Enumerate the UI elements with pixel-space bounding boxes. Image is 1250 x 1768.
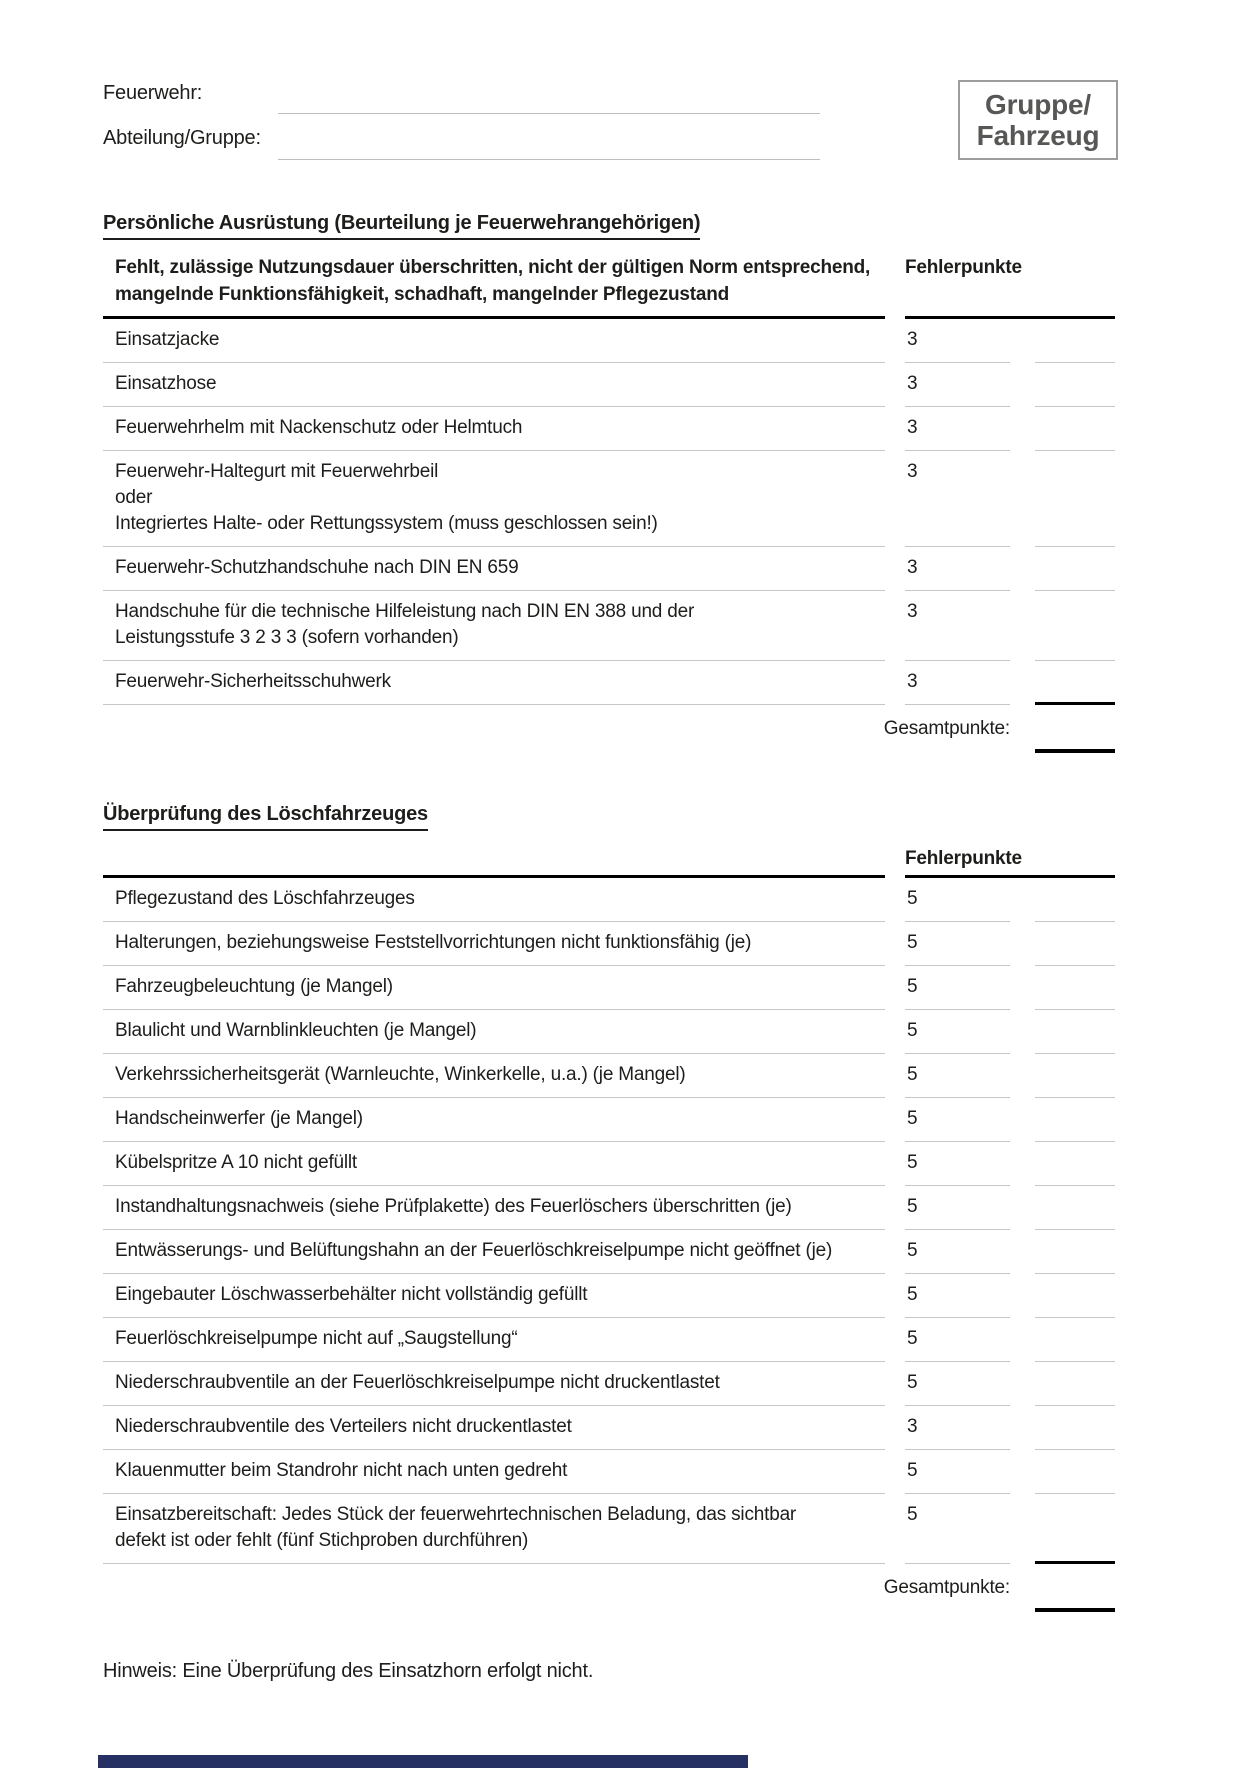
points-entry-field[interactable] (1035, 407, 1115, 451)
fault-points-value: 5 (905, 1318, 1010, 1362)
criteria-text (103, 1450, 885, 1494)
criteria-line: Einsatzjacke (115, 329, 220, 350)
points-entry-field[interactable] (1035, 922, 1115, 966)
points-entry-field[interactable] (1035, 1274, 1115, 1318)
fault-points-value: 3 (905, 407, 1010, 451)
table-row (103, 1010, 1115, 1054)
fault-points-value: 3 (905, 319, 1010, 363)
criteria-line: Feuerwehr-Haltegurt mit Feuerwehrbeil (115, 461, 439, 482)
form-content (103, 212, 1115, 1683)
table-row (103, 363, 1115, 407)
total-points-label: Gesamtpunkte: (883, 1577, 1010, 1598)
table-row (103, 1450, 1115, 1494)
criteria-line: Leistungsstufe 3 2 3 3 (sofern vorhanden) (115, 627, 459, 648)
criteria-text (103, 1186, 885, 1230)
criteria-line: Niederschraubventile an der Feuerlöschkreiselpumpe nicht druckentlastet (115, 1372, 720, 1393)
total-points-field[interactable] (1035, 705, 1115, 753)
criteria-text (103, 1494, 885, 1564)
criteria-line: Entwässerungs- und Belüftungshahn an der Feuerlöschkreiselpumpe nicht geöffnet (je) (115, 1240, 833, 1261)
points-entry-field[interactable] (1035, 661, 1115, 705)
feuerwehr-input-line[interactable] (278, 113, 820, 114)
fault-points-value: 3 (905, 591, 1010, 661)
criteria-line: Niederschraubventile des Verteilers nicht druckentlastet (115, 1416, 572, 1437)
criteria-line: Handscheinwerfer (je Mangel) (115, 1108, 363, 1129)
total-row (103, 705, 1115, 753)
criteria-line: Kübelspritze A 10 nicht gefüllt (115, 1152, 358, 1173)
criteria-line: Halterungen, beziehungsweise Feststellvorrichtungen nicht funktionsfähig (je) (115, 932, 752, 953)
points-entry-field[interactable] (1035, 1318, 1115, 1362)
criteria-text (103, 407, 885, 451)
table-rows (103, 319, 1115, 705)
fault-points-value: 3 (905, 661, 1010, 705)
criteria-line: Klauenmutter beim Standrohr nicht nach unten gedreht (115, 1460, 568, 1481)
form-section (103, 212, 1115, 753)
footer-accent-bar (98, 1755, 748, 1768)
criteria-text (103, 1010, 885, 1054)
abteilung-gruppe-label: Abteilung/Gruppe: (103, 127, 261, 149)
points-entry-field[interactable] (1035, 547, 1115, 591)
table-rows (103, 878, 1115, 1564)
points-entry-field[interactable] (1035, 1494, 1115, 1564)
criteria-line: Pflegezustand des Löschfahrzeuges (115, 888, 415, 909)
fault-points-value: 3 (905, 547, 1010, 591)
table-row (103, 1142, 1115, 1186)
table-row (103, 1054, 1115, 1098)
criteria-line: Integriertes Halte- oder Rettungssystem (muss geschlossen sein!) (115, 513, 658, 534)
fault-points-value: 5 (905, 1186, 1010, 1230)
table-row (103, 1230, 1115, 1274)
gruppe-fahrzeug-box (958, 80, 1118, 160)
points-entry-field[interactable] (1035, 363, 1115, 407)
section-heading-text: Persönliche Ausrüstung (Beurteilung je Feuerwehrangehörigen) (103, 212, 700, 240)
criteria-line: Feuerwehr-Schutzhandschuhe nach DIN EN 659 (115, 557, 519, 578)
criteria-line: defekt ist oder fehlt (fünf Stichproben durchführen) (115, 1530, 529, 1551)
fault-points-value: 5 (905, 1010, 1010, 1054)
feuerwehr-label: Feuerwehr: (103, 82, 203, 104)
criteria-line: oder (115, 487, 153, 508)
criteria-text (103, 1362, 885, 1406)
table-row (103, 1274, 1115, 1318)
points-entry-field[interactable] (1035, 1450, 1115, 1494)
table-row (103, 1406, 1115, 1450)
criteria-line: Verkehrssicherheitsgerät (Warnleuchte, Winkerkelle, u.a.) (je Mangel) (115, 1064, 686, 1085)
fault-points-value: 3 (905, 451, 1010, 547)
criteria-text (103, 451, 885, 547)
fault-points-value: 5 (905, 1494, 1010, 1564)
total-points-field[interactable] (1035, 1564, 1115, 1612)
section-heading-text: Überprüfung des Löschfahrzeuges (103, 803, 428, 831)
table-row (103, 319, 1115, 363)
fahrzeug-label: Fahrzeug (976, 120, 1100, 151)
points-entry-field[interactable] (1035, 1186, 1115, 1230)
points-entry-field[interactable] (1035, 591, 1115, 661)
points-entry-field[interactable] (1035, 1406, 1115, 1450)
points-entry-field[interactable] (1035, 878, 1115, 922)
criteria-column-header: Fehlt, zulässige Nutzungsdauer überschritten, nicht der gültigen Norm entsprechend, mangelnde Funktionsfähigkeit, schadhaft, mangelnder Pflegezustand (115, 257, 871, 305)
fault-points-value: 5 (905, 1230, 1010, 1274)
table-row (103, 661, 1115, 705)
criteria-text (103, 319, 885, 363)
criteria-text (103, 1318, 885, 1362)
fault-points-value: 5 (905, 878, 1010, 922)
criteria-text (103, 1406, 885, 1450)
table-row (103, 1318, 1115, 1362)
points-entry-field[interactable] (1035, 1142, 1115, 1186)
hinweis-note: Hinweis: Eine Überprüfung des Einsatzhorn erfolgt nicht. (103, 1660, 594, 1682)
criteria-text (103, 1054, 885, 1098)
criteria-text (103, 1274, 885, 1318)
criteria-line: Instandhaltungsnachweis (siehe Prüfplakette) des Feuerlöschers überschritten (je) (115, 1196, 792, 1217)
fault-points-value: 5 (905, 1274, 1010, 1318)
criteria-line: Feuerlöschkreiselpumpe nicht auf „Saugstellung“ (115, 1328, 518, 1349)
fault-points-value: 5 (905, 1054, 1010, 1098)
fault-points-value: 5 (905, 1142, 1010, 1186)
criteria-line: Eingebauter Löschwasserbehälter nicht vollständig gefüllt (115, 1284, 588, 1305)
criteria-line: Einsatzhose (115, 373, 217, 394)
section-heading (103, 212, 1115, 240)
table-row (103, 1186, 1115, 1230)
table-row (103, 1494, 1115, 1564)
abteilung-gruppe-input-line[interactable] (278, 159, 820, 160)
gruppe-label: Gruppe/ (985, 88, 1091, 120)
criteria-text (103, 591, 885, 661)
fault-points-value: 5 (905, 1450, 1010, 1494)
criteria-line: Blaulicht und Warnblinkleuchten (je Mangel) (115, 1020, 477, 1041)
fault-points-value: 3 (905, 363, 1010, 407)
table-row (103, 1362, 1115, 1406)
fault-points-value: 5 (905, 922, 1010, 966)
fault-points-value: 5 (905, 1362, 1010, 1406)
fault-points-value: 5 (905, 1098, 1010, 1142)
criteria-text (103, 547, 885, 591)
criteria-line: Einsatzbereitschaft: Jedes Stück der feuerwehrtechnischen Beladung, das sichtbar (115, 1504, 797, 1525)
table-row (103, 547, 1115, 591)
criteria-text (103, 1230, 885, 1274)
criteria-line: Feuerwehrhelm mit Nackenschutz oder Helmtuch (115, 417, 523, 438)
fehlerpunkte-column-header: Fehlerpunkte (905, 848, 1022, 869)
points-entry-field[interactable] (1035, 1362, 1115, 1406)
criteria-text (103, 966, 885, 1010)
fault-points-value: 5 (905, 966, 1010, 1010)
table-row (103, 591, 1115, 661)
criteria-text (103, 1098, 885, 1142)
form-section (103, 803, 1115, 1612)
criteria-text (103, 1142, 885, 1186)
criteria-line: Fahrzeugbeleuchtung (je Mangel) (115, 976, 393, 997)
fehlerpunkte-column-header: Fehlerpunkte (905, 257, 1022, 278)
points-entry-field[interactable] (1035, 1054, 1115, 1098)
criteria-column-header (103, 845, 885, 853)
total-row (103, 1564, 1115, 1612)
table-row (103, 922, 1115, 966)
points-entry-field[interactable] (1035, 1098, 1115, 1142)
points-entry-field[interactable] (1035, 319, 1115, 363)
criteria-text (103, 661, 885, 705)
criteria-line: Handschuhe für die technische Hilfeleistung nach DIN EN 388 und der (115, 601, 695, 622)
table-row (103, 451, 1115, 547)
total-points-label: Gesamtpunkte: (883, 718, 1010, 739)
fault-points-value: 3 (905, 1406, 1010, 1450)
points-entry-field[interactable] (1035, 451, 1115, 547)
criteria-line: Feuerwehr-Sicherheitsschuhwerk (115, 671, 391, 692)
points-entry-field[interactable] (1035, 966, 1115, 1010)
criteria-text (103, 922, 885, 966)
table-row (103, 878, 1115, 922)
criteria-text (103, 363, 885, 407)
criteria-text (103, 878, 885, 922)
table-row (103, 966, 1115, 1010)
table-row (103, 1098, 1115, 1142)
points-entry-field[interactable] (1035, 1010, 1115, 1054)
section-heading (103, 803, 1115, 831)
points-entry-field[interactable] (1035, 1230, 1115, 1274)
table-row (103, 407, 1115, 451)
